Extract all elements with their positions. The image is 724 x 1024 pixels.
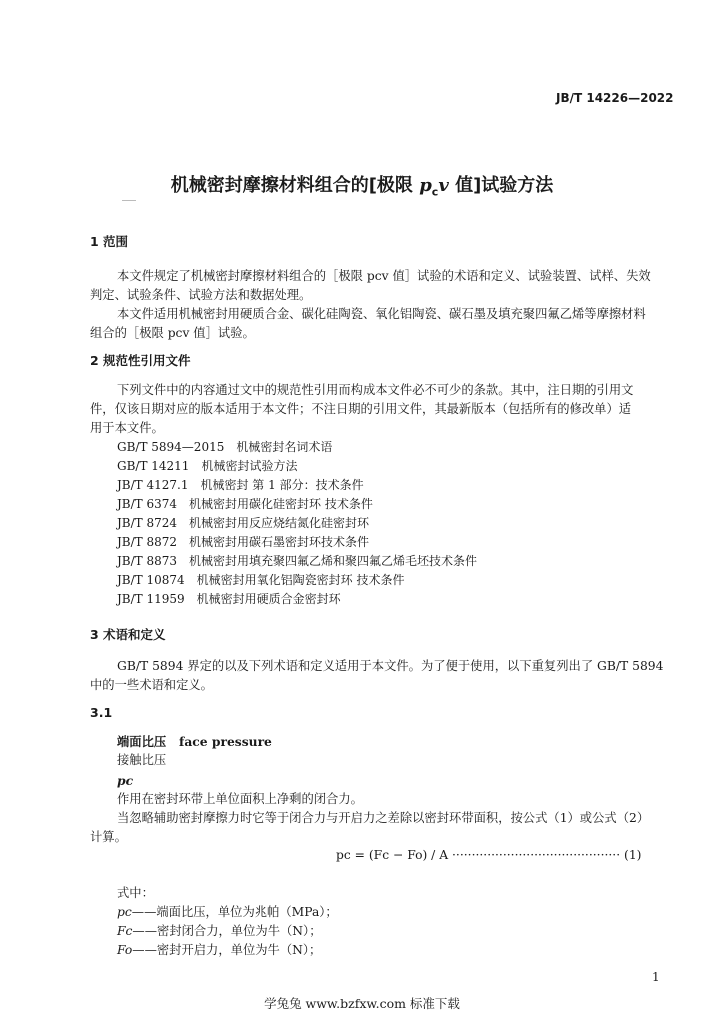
ref-item: GB/T 5894—2015 机械密封名词术语 [117, 440, 333, 454]
section-2-heading: 2 规范性引用文件 [90, 353, 191, 368]
standard-code: JB/T 14226—2022 [556, 91, 674, 105]
ref-item: JB/T 10874 机械密封用氧化铝陶瓷密封环 技术条件 [117, 573, 405, 587]
term-note-line1: 当忽略辅助密封摩擦力时它等于闭合力与开启力之差除以密封环带面积，按公式（1）或公式（2） [117, 811, 650, 825]
section-1-heading: 1 范围 [90, 234, 129, 249]
subsection-3-1: 3.1 [90, 705, 113, 720]
variable-row: Fo——密封开启力，单位为牛（N）； [117, 943, 322, 957]
ref-item: JB/T 8724 机械密封用反应烧结氮化硅密封环 [117, 516, 370, 530]
ref-item: JB/T 6374 机械密封用碳化硅密封环 技术条件 [117, 497, 373, 511]
document-title: 机械密封摩擦材料组合的[极限 $p_cv$ 值]试验方法 [170, 175, 554, 199]
variable-row: Fc——密封闭合力，单位为牛（N）； [117, 924, 322, 938]
s1-para1-line2: 判定、试验条件、试验方法和数据处理。 [90, 288, 312, 302]
scan-mark [122, 200, 136, 201]
s3-para-line1: GB/T 5894 界定的以及下列术语和定义适用于本文件。为了便于使用，以下重复列出了 GB/T 5894 [117, 659, 664, 673]
s2-para-line3: 用于本文件。 [90, 421, 164, 435]
s1-para1-line1: 本文件规定了机械密封摩擦材料组合的［极限 pcv 值］试验的术语和定义、试验装置、试样、失效 [117, 269, 651, 283]
s2-para-line2: 件，仅该日期对应的版本适用于本文件；不注日期的引用文件，其最新版本（包括所有的修改单）适 [90, 402, 632, 416]
variable-row: pc——端面比压，单位为兆帕（MPa）； [117, 905, 338, 919]
where-label: 式中： [117, 886, 154, 900]
s2-para-line1: 下列文件中的内容通过文中的规范性引用而构成本文件必不可少的条款。其中，注日期的引用文 [117, 383, 634, 397]
page-number: 1 [652, 970, 660, 984]
term-note-line2: 计算。 [90, 830, 127, 844]
s1-para2-line1: 本文件适用机械密封用硬质合金、碳化硅陶瓷、氧化铝陶瓷、碳石墨及填充聚四氟乙烯等摩擦材料 [117, 307, 646, 321]
s1-para2-line2: 组合的［极限 pcv 值］试验。 [90, 326, 255, 340]
term-entry: 端面比压 face pressure [117, 734, 272, 749]
ref-item: GB/T 14211 机械密封试验方法 [117, 459, 298, 473]
s3-para-line2: 中的一些术语和定义。 [90, 678, 213, 692]
term-alternative: 接触比压 [117, 753, 167, 767]
term-symbol: pc [117, 773, 134, 788]
ref-item: JB/T 8872 机械密封用碳石墨密封环技术条件 [117, 535, 370, 549]
section-3-heading: 3 术语和定义 [90, 627, 166, 642]
formula-1: pc = (Fc − Fo) / A ··········································· (1) [336, 848, 642, 862]
ref-item: JB/T 4127.1 机械密封 第 1 部分：技术条件 [117, 478, 364, 492]
term-definition: 作用在密封环带上单位面积上净剩的闭合力。 [117, 792, 363, 806]
ref-item: JB/T 8873 机械密封用填充聚四氟乙烯和聚四氟乙烯毛坯技术条件 [117, 554, 478, 568]
ref-item: JB/T 11959 机械密封用硬质合金密封环 [117, 592, 341, 606]
watermark-footer: 学兔兔 www.bzfxw.com 标准下载 [264, 996, 460, 1011]
